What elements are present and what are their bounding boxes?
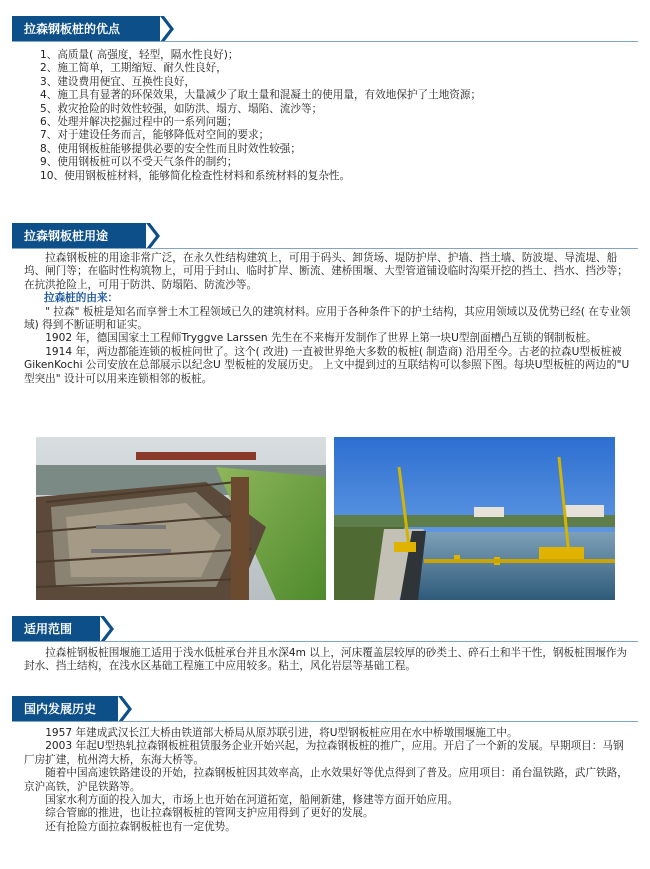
list-item: 1、高质量( 高强度，轻型，隔水性良好)； (40, 49, 239, 61)
chevron-right-icon (118, 696, 132, 722)
uses-text (24, 252, 634, 386)
divider (12, 721, 638, 722)
photo-river-piling (334, 437, 615, 600)
list-item: 8、使用钢板桩能够提供必要的安全性而且时效性较强； (40, 142, 301, 155)
section-title: 适用范围 (12, 616, 100, 642)
divider (12, 41, 638, 42)
paragraph: 综合管廊的推进，也让拉森钢板桩的管网支护应用得到了更好的发展。 (45, 807, 374, 820)
list-item: 10、使用钢板桩材料，能够简化检查性材料和系统材料的复杂性。 (40, 169, 351, 182)
list-item: 2、施工简单，工期缩短、耐久性良好， (40, 62, 227, 75)
section-title: 国内发展历史 (12, 696, 118, 722)
subheading: 拉森桩的由来： (44, 292, 119, 305)
paragraph: 还有抢险方面拉森钢板桩也有一定优势。 (45, 820, 236, 833)
paragraph: 随着中国高速铁路建设的开始，拉森钢板桩因其效率高，止水效果好等优点得到了普及。应用项目：甬台温铁路，武广铁路，京沪高铁，沪昆铁路等。 (24, 767, 628, 793)
divider (12, 248, 638, 249)
history-text (24, 727, 634, 834)
list-item: 5、救灾抢险的时效性较强，如防洪、塌方、塌陷、流沙等； (40, 102, 323, 115)
divider (12, 641, 638, 642)
paragraph: 1914 年，两边都能连锁的板桩问世了。这个( 改进) 一直被世界绝大多数的板桩( 制造商) 沿用至今。古老的拉森U型板桩被GikenKochi 公司安放在总部展示以纪念U 型板桩的发展历史。 上文中提到过的互联结构可以参照下图。每块U型板桩的两边的"U 型突出" 设计可以用来连锁相邻的板桩。 (24, 345, 630, 385)
section-header (0, 696, 650, 722)
section-scope (0, 616, 650, 673)
paragraph: " 拉森" 板桩是知名而享誉土木工程领域已久的建筑材料。应用于各种条件下的护土结构，其应用领域以及优势已经( 在专业领域) 得到不断证明和证实。 (24, 305, 631, 332)
list-item: 4、施工具有显著的环保效果，大量减少了取土量和混凝土的使用量，有效地保护了土地资源； (40, 89, 482, 102)
paragraph: 国家水利方面的投入加大，市场上也开始在河道拓宽，船闸新建，修建等方面开始应用。 (45, 794, 459, 807)
section-header (0, 223, 650, 249)
advantages-list (40, 49, 630, 183)
section-title: 拉森钢板桩的优点 (12, 16, 160, 42)
section-header (0, 16, 650, 42)
section-header (0, 616, 650, 642)
photo-cofferdam (36, 437, 326, 600)
section-title: 拉森钢板桩用途 (12, 223, 146, 249)
scope-text (24, 647, 634, 674)
chevron-right-icon (160, 16, 174, 42)
section-advantages (0, 16, 650, 182)
list-item: 9、使用钢板桩可以不受天气条件的制约； (40, 156, 238, 169)
list-item: 7、对于建设任务而言，能够降低对空间的要求； (40, 129, 270, 142)
paragraph: 2003 年起U型热轧拉森钢板桩租赁服务企业开始兴起，为拉森钢板桩的推广，应用。开启了一个新的发展。早期项目：马钢厂房扩建，杭州湾大桥，东海大桥等。 (24, 740, 624, 766)
paragraph: 拉森钢板桩的用途非常广泛，在永久性结构建筑上，可用于码头、卸货场、堤防护岸、护墙、挡土墙、防波堤、导流堤、船坞、闸门等；在临时性构筑物上，可用于封山、临时扩岸、断流、建桥围堰、大型管道铺设临时沟渠开挖的挡土、挡水、挡沙等；在抗洪抢险上，可用于防洪、防塌陷、防流沙等。 (24, 252, 628, 291)
chevron-right-icon (146, 223, 160, 249)
section-history (0, 696, 650, 833)
paragraph: 1957 年建成武汉长江大桥由铁道部大桥局从原苏联引进，将U型钢板桩应用在水中桥墩围堰施工中。 (45, 727, 518, 739)
paragraph: 1902 年，德国国家土工程师Tryggve Larssen 先生在不来梅开发制作了世界上第一块U型剖面槽凸互锁的钢制板桩。 (45, 332, 597, 345)
chevron-right-icon (100, 616, 114, 642)
paragraph: 拉森桩钢板桩围堰施工适用于浅水低桩承台并且水深4m 以上，河床覆盖层较厚的砂类土、碎石土和半干性，钢板桩围堰作为封水、挡土结构，在浅水区基础工程施工中应用较多。粘土，风化岩层等基础工程。 (24, 647, 628, 673)
list-item: 6、处理并解决挖掘过程中的一系列问题； (40, 116, 238, 129)
section-uses (0, 223, 650, 385)
list-item: 3、建设费用便宜、互换性良好， (40, 75, 196, 88)
